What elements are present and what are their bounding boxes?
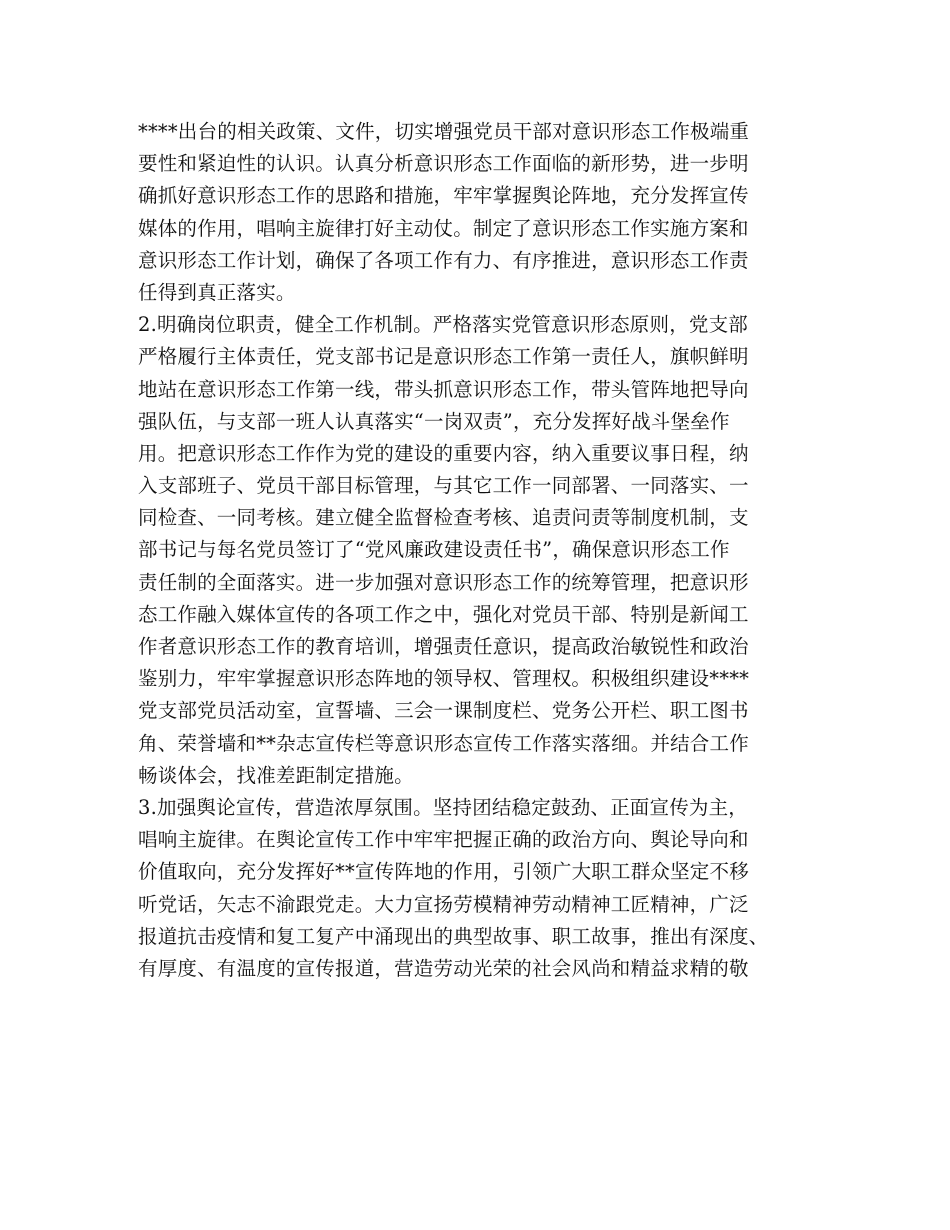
text-line: 听党话，矢志不渝跟党走。大力宣扬劳模精神劳动精神工匠精神，广泛 (138, 892, 749, 916)
text-line: 价值取向，充分发挥好**宣传阵地的作用，引领广大职工群众坚定不移 (138, 860, 749, 884)
text-line: 媒体的作用，唱响主旋律打好主动仗。制定了意识形态工作实施方案和 (138, 216, 749, 240)
text-line: 3.加强舆论宣传，营造浓厚氛围。坚持团结稳定鼓劲、正面宣传为主， (138, 795, 749, 819)
text-line: 用。把意识形态工作作为党的建设的重要内容，纳入重要议事日程，纳 (138, 441, 749, 465)
text-line: 严格履行主体责任，党支部书记是意识形态工作第一责任人，旗帜鲜明 (138, 345, 749, 369)
text-line: 确抓好意识形态工作的思路和措施，牢牢掌握舆论阵地，充分发挥宣传 (138, 184, 749, 208)
text-line: 2.明确岗位职责，健全工作机制。严格落实党管意识形态原则，党支部 (138, 313, 749, 337)
text-line: 报道抗击疫情和复工复产中涌现出的典型故事、职工故事，推出有深度、 (138, 924, 769, 948)
text-line: 唱响主旋律。在舆论宣传工作中牢牢把握正确的政治方向、舆论导向和 (138, 828, 749, 852)
text-line: 意识形态工作计划，确保了各项工作有力、有序推进，意识形态工作责 (138, 248, 749, 272)
text-line: 畅谈体会，找准差距制定措施。 (138, 763, 414, 787)
text-line: 强队伍，与支部一班人认真落实“一岗双责”，充分发挥好战斗堡垒作 (138, 409, 730, 433)
text-line: 入支部班子、党员干部目标管理，与其它工作一同部署、一同落实、一 (138, 474, 749, 498)
text-line: 任得到真正落实。 (138, 280, 296, 304)
body-text (138, 116, 828, 985)
text-line: 部书记与每名党员签订了“党风廉政建设责任书”，确保意识形态工作 (138, 538, 730, 562)
text-line: 同检查、一同考核。建立健全监督检查考核、追责问责等制度机制，支 (138, 506, 749, 530)
text-line: 责任制的全面落实。进一步加强对意识形态工作的统筹管理，把意识形 (138, 570, 749, 594)
text-line: 作者意识形态工作的教育培训，增强责任意识，提高政治敏锐性和政治 (138, 635, 749, 658)
text-line: 有厚度、有温度的宣传报道，营造劳动光荣的社会风尚和精益求精的敬 (138, 956, 749, 980)
text-line: 鉴别力，牢牢掌握意识形态阵地的领导权、管理权。积极组织建设**** (138, 667, 750, 691)
text-line: 要性和紧迫性的认识。认真分析意识形态工作面临的新形势，进一步明 (138, 152, 749, 176)
text-line: 党支部党员活动室，宣誓墙、三会一课制度栏、党务公开栏、职工图书 (138, 699, 749, 723)
text-line: 态工作融入媒体宣传的各项工作之中，强化对党员干部、特别是新闻工 (138, 602, 749, 626)
text-line: 角、荣誉墙和**杂志宣传栏等意识形态宣传工作落实落细。并结合工作 (138, 731, 749, 755)
text-line: 地站在意识形态工作第一线，带头抓意识形态工作，带头管阵地把导向 (138, 377, 749, 401)
text-line: ****出台的相关政策、文件，切实增强党员干部对意识形态工作极端重 (138, 120, 750, 143)
